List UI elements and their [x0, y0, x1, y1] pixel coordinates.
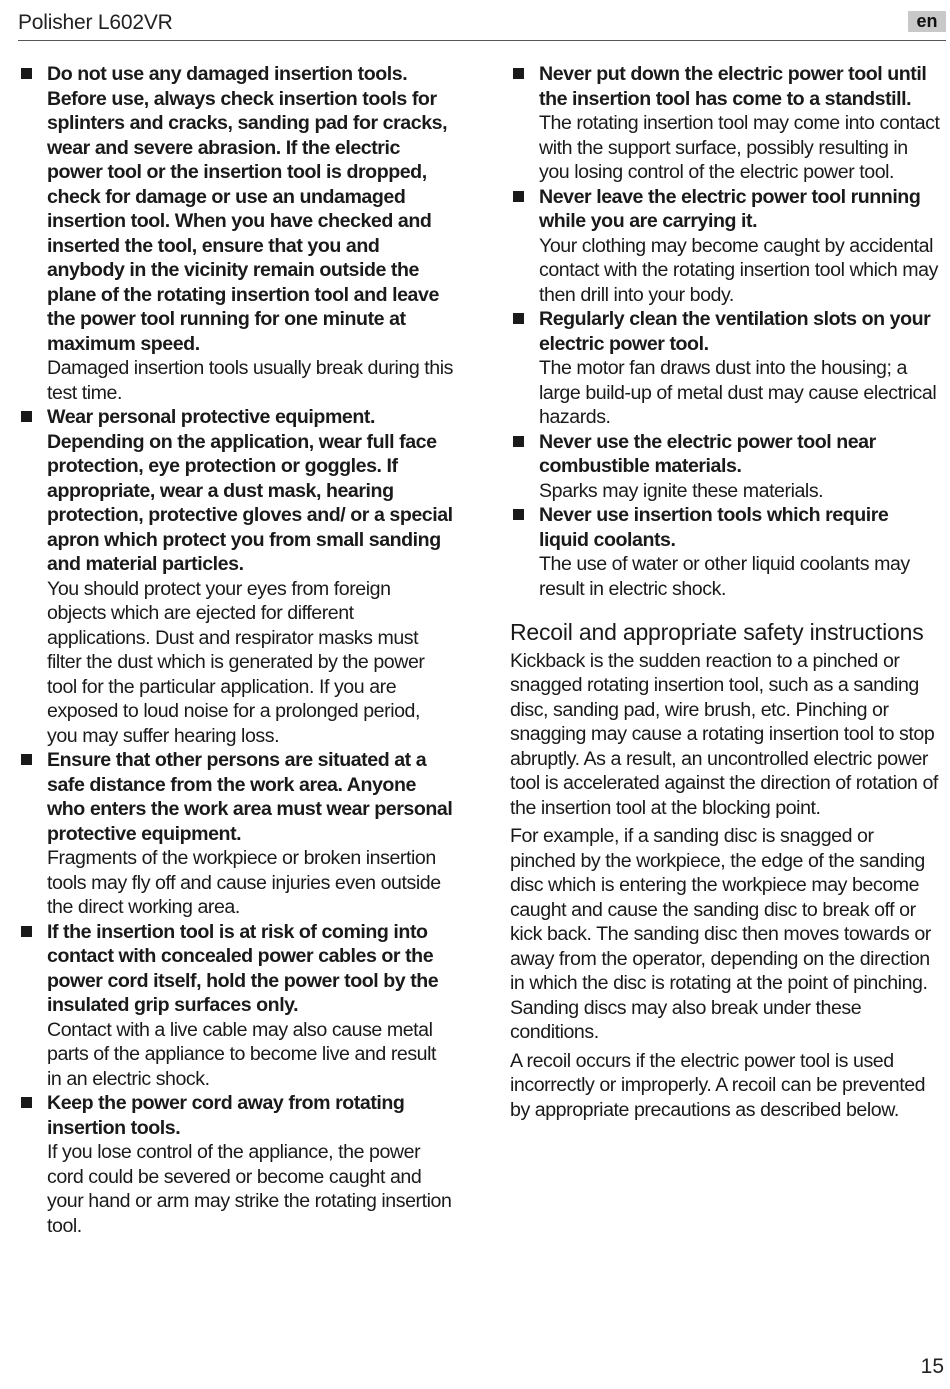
- safety-item-instruction: Never leave the electric power tool running while you are carrying it.: [539, 185, 921, 232]
- safety-item-explanation: If you lose control of the appliance, the power cord could be severed or become caught and your hand or arm may strike the rotating insertion tool.: [47, 1141, 452, 1237]
- section-paragraph: For example, if a sanding disc is snagged or pinched by the workpiece, the edge of the sanding disc which is entering the workpiece may become caught and cause the sanding disc to break off or kick back. The sanding disc then moves towards or away from the operator, depending on the direction in which the disc is rotating at the point of pinching. Sanding discs may also break under these conditions.: [510, 825, 931, 1043]
- safety-item-explanation: You should protect your eyes from foreign objects which are ejected for different applications. Dust and respirator masks must filter the dust which is generated by the power tool for the particular application. If you are exposed to loud noise for a prolonged period, you may suffer hearing loss.: [47, 577, 425, 747]
- safety-item-protective-equipment: [18, 405, 454, 748]
- square-bullet-icon: [513, 509, 524, 520]
- safety-item-safe-distance: [18, 748, 454, 920]
- safety-item-power-cord: [18, 1091, 454, 1238]
- safety-item-explanation: The use of water or other liquid coolants may result in electric shock.: [539, 553, 910, 600]
- safety-item-explanation: The motor fan draws dust into the housing; a large build-up of metal dust may cause electrical hazards.: [539, 357, 937, 428]
- section-paragraph: Kickback is the sudden reaction to a pinched or snagged rotating insertion tool, such as a sanding disc, sanding pad, wire brush, etc. Pinching or snagging may cause a rotating insertion tool to stop abruptly. As a result, an uncontrolled electric power tool is accelerated against the direction of rotation of the insertion tool at the blocking point.: [510, 649, 938, 819]
- language-badge: en: [908, 11, 946, 32]
- safety-item-explanation: Damaged insertion tools usually break during this test time.: [47, 357, 453, 404]
- safety-item-coolants: [510, 503, 942, 601]
- safety-item-instruction: Never use the electric power tool near combustible materials.: [539, 430, 876, 477]
- square-bullet-icon: [21, 1097, 32, 1108]
- section-heading: Recoil and appropriate safety instructions: [510, 619, 924, 645]
- square-bullet-icon: [513, 436, 524, 447]
- safety-item-put-down: [510, 62, 942, 185]
- safety-item-damaged-tools: [18, 62, 454, 405]
- square-bullet-icon: [513, 191, 524, 202]
- page-number: 15: [920, 1355, 944, 1378]
- safety-item-combustible: [510, 430, 942, 504]
- page-header: [18, 8, 946, 41]
- square-bullet-icon: [21, 411, 32, 422]
- safety-item-instruction: Wear personal protective equipment. Depending on the application, wear full face protection, eye protection or goggles. If appropriate, wear a dust mask, hearing protection, protective gloves and/ or a special apron which protect you from small sanding and material particles.: [47, 406, 453, 575]
- safety-item-concealed-cables: [18, 920, 454, 1092]
- safety-item-instruction: If the insertion tool is at risk of coming into contact with concealed power cables or the power cord itself, hold the power tool by the insulated grip surfaces only.: [47, 920, 439, 1016]
- square-bullet-icon: [21, 926, 32, 937]
- square-bullet-icon: [513, 313, 524, 324]
- safety-item-instruction: Never put down the electric power tool until the insertion tool has come to a standstill.: [539, 63, 927, 110]
- safety-item-instruction: Ensure that other persons are situated at a safe distance from the work area. Anyone who enters the work area must wear personal protective equipment.: [47, 749, 453, 845]
- square-bullet-icon: [513, 68, 524, 79]
- safety-item-instruction: Regularly clean the ventilation slots on your electric power tool.: [539, 308, 931, 355]
- safety-item-explanation: Fragments of the workpiece or broken insertion tools may fly off and cause injuries even outside the direct working area.: [47, 847, 441, 918]
- safety-item-explanation: Sparks may ignite these materials.: [539, 479, 824, 502]
- safety-item-instruction: Do not use any damaged insertion tools. Before use, always check insertion tools for splinters and cracks, sanding pad for cracks, wear and severe abrasion. If the electric power tool or the insertion tool is dropped, check for damage or use an undamaged insertion tool. When you have checked and inserted the tool, ensure that you and anybody in the vicinity remain outside the plane of the rotating insertion tool and leave the power tool running for one minute at maximum speed.: [47, 63, 448, 355]
- safety-item-instruction: Never use insertion tools which require liquid coolants.: [539, 504, 889, 551]
- document-title: Polisher L602VR: [18, 11, 173, 34]
- square-bullet-icon: [21, 68, 32, 79]
- square-bullet-icon: [21, 754, 32, 765]
- safety-item-ventilation: [510, 307, 942, 430]
- right-column: [510, 62, 942, 1126]
- section-paragraph: A recoil occurs if the electric power tool is used incorrectly or improperly. A recoil can be prevented by appropriate precautions as described below.: [510, 1049, 926, 1121]
- safety-item-explanation: The rotating insertion tool may come into contact with the support surface, possibly resulting in you losing control of the electric power tool.: [539, 112, 940, 183]
- safety-item-explanation: Contact with a live cable may also cause metal parts of the appliance to become live and result in an electric shock.: [47, 1018, 437, 1090]
- left-column: [18, 62, 454, 1238]
- safety-item-carrying: [510, 185, 942, 308]
- safety-item-instruction: Keep the power cord away from rotating insertion tools.: [47, 1092, 405, 1139]
- safety-item-explanation: Your clothing may become caught by accidental contact with the rotating insertion tool which may then drill into your body.: [539, 234, 938, 306]
